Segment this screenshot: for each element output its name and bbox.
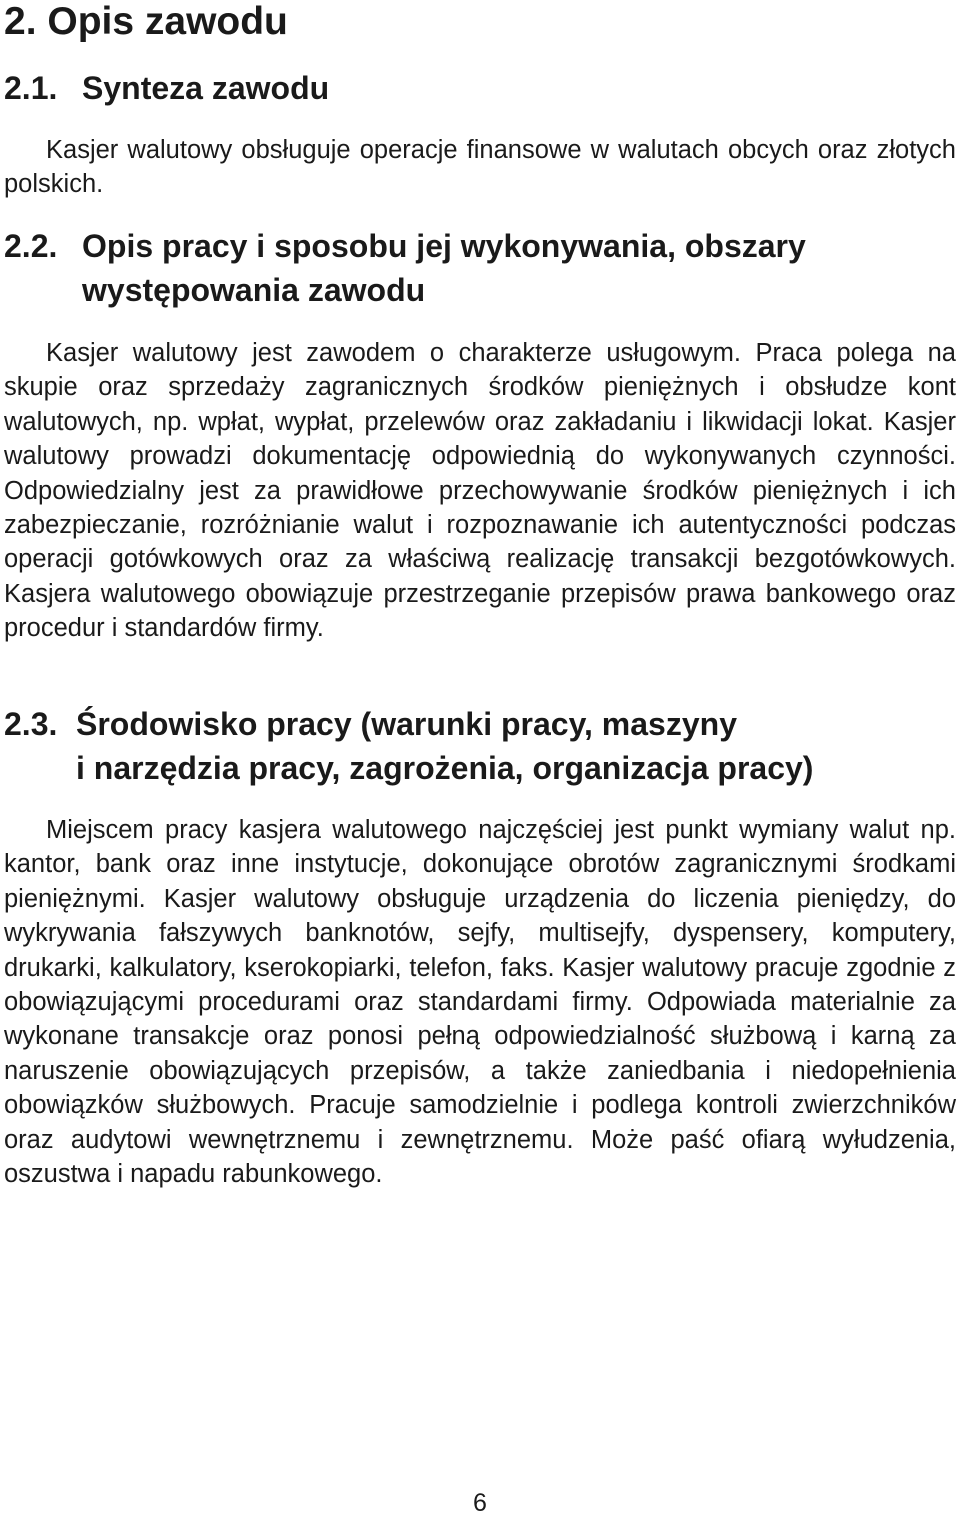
section-heading-text: Opis pracy i sposobu jej wykonywania, obszary	[82, 228, 806, 264]
section-paragraph-2-1: Kasjer walutowy obsługuje operacje finansowe w walutach obcych oraz złotych polskich.	[4, 136, 956, 199]
section-heading-text: Synteza zawodu	[82, 70, 330, 106]
section-heading-text: Środowisko pracy (warunki pracy, maszyny	[76, 706, 737, 742]
section-heading-continuation: występowania zawodu	[82, 272, 426, 308]
page-number: 6	[473, 1489, 487, 1517]
section-heading-continuation: i narzędzia pracy, zagrożenia, organizacja pracy)	[76, 750, 814, 786]
section-paragraph-2-3: Miejscem pracy kasjera walutowego najczęściej jest punkt wymiany walut np. kantor, bank oraz inne instytucje, dokonujące obrotów zagranicznymi środkami pieniężnymi. Kasjer walutowy obsługuje urządzenia do liczenia pieniędzy, do wykrywania fałszywych banknotów, sejfy, multisejfy, dyspensery, komputery, drukarki, kalkulatory, kserokopiarki, telefon, faks. Kasjer walutowy pracuje zgodnie z obowiązującymi procedurami oraz standardami firmy. Odpowiada materialnie za wykonane transakcje oraz ponosi pełną odpowiedzialność służbową i karną za naruszenie obowiązujących przepisów, a także zaniedbania i niedopełnienia obowiązków służbowych. Pracuje samodzielnie i podlega kontroli zwierzchników oraz audytowi wewnętrznemu i zewnętrznemu. Może paść ofiarą wyłudzenia, oszustwa i napadu rabunkowego.	[4, 816, 956, 1189]
chapter-title: 2. Opis zawodu	[4, 0, 288, 43]
section-heading-2-2	[4, 224, 806, 312]
section-heading-2-3	[4, 702, 813, 790]
section-number: 2.3.	[4, 706, 58, 742]
section-heading-2-1	[4, 66, 329, 110]
section-paragraph-2-2: Kasjer walutowy jest zawodem o charakterze usługowym. Praca polega na skupie oraz sprzedaży zagranicznych środków pieniężnych i obsłudze kont walutowych, np. wpłat, wypłat, przelewów oraz zakładaniu i likwidacji lokat. Kasjer walutowy prowadzi dokumentację odpowiednią do wykonywanych czynności. Odpowiedzialny jest za prawidłowe przechowywanie środków pieniężnych i ich zabezpieczanie, rozróżnianie walut i rozpoznawanie ich autentyczności podczas operacji gotówkowych oraz za właściwą realizację transakcji bezgotówkowych. Kasjera walutowego obowiązuje przestrzeganie przepisów prawa bankowego oraz procedur i standardów firmy.	[4, 339, 956, 643]
section-number: 2.2.	[4, 228, 58, 264]
section-number: 2.1.	[4, 70, 58, 106]
